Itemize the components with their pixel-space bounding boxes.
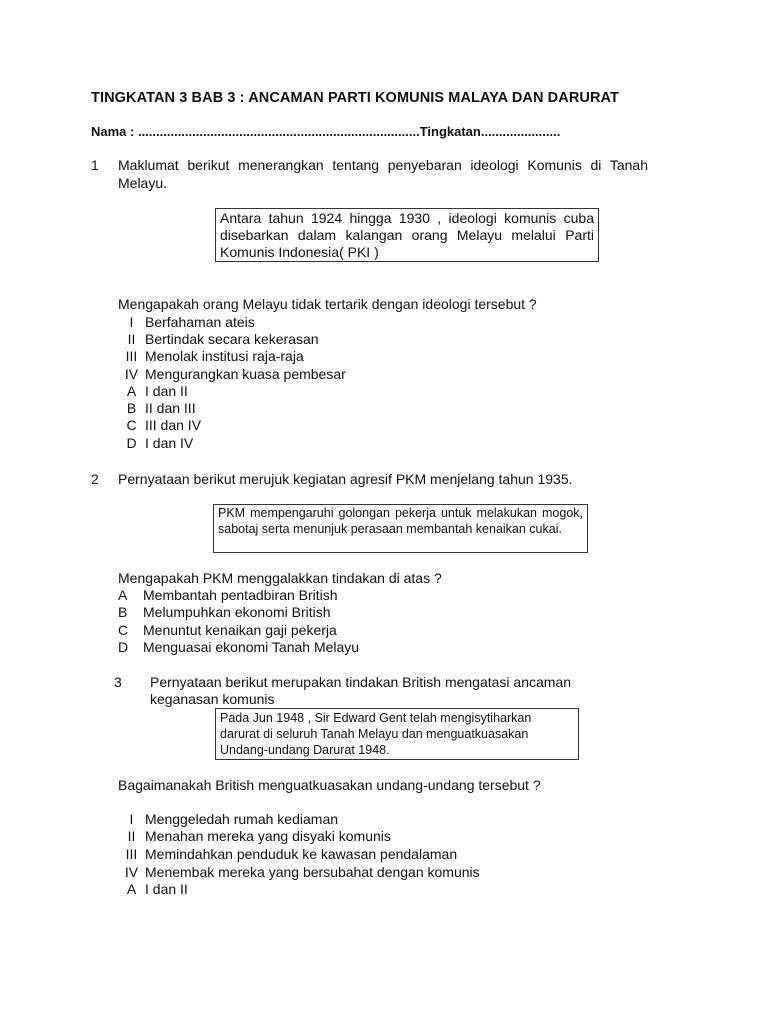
- q3-statement-3: [118, 846, 457, 863]
- question-2-stem: Pernyataan berikut merujuk kegiatan agresif PKM menjelang tahun 1935.: [118, 471, 573, 487]
- q2-option-text: Menguasai ekonomi Tanah Melayu: [143, 639, 360, 655]
- question-1-info-box: Antara tahun 1924 hingga 1930 , ideologi komunis cuba disebarkan dalam kalangan orang Melayu melalui Parti Komunis Indonesia( PKI ): [215, 208, 599, 262]
- q1-statement-numeral: I: [129, 314, 134, 330]
- q1-option-d[interactable]: [118, 435, 193, 452]
- q3-statement-2: [118, 828, 391, 845]
- q1-statement-text: Bertindak secara kekerasan: [145, 331, 319, 347]
- q2-option-a[interactable]: [118, 587, 338, 604]
- q3-statement-numeral: III: [125, 846, 138, 862]
- q1-statement-text: Mengurangkan kuasa pembesar: [145, 366, 346, 382]
- question-1-question: Mengapakah orang Melayu tidak tertarik dengan ideologi tersebut ?: [118, 296, 537, 312]
- q1-statement-3: [118, 348, 304, 365]
- q3-statement-text: Memindahkan penduduk ke kawasan pendalaman: [145, 846, 458, 862]
- q1-option-letter: D: [126, 435, 137, 451]
- worksheet-title: TINGKATAN 3 BAB 3 : ANCAMAN PARTI KOMUNIS MALAYA DAN DARURAT: [91, 90, 619, 106]
- q1-option-text: II dan III: [145, 400, 196, 416]
- question-2-question: Mengapakah PKM menggalakkan tindakan di atas ?: [118, 570, 442, 586]
- q3-statement-numeral: II: [127, 828, 136, 844]
- q2-option-text: Menuntut kenaikan gaji pekerja: [143, 622, 337, 638]
- q3-option-letter: A: [126, 881, 137, 897]
- q3-statement-text: Menggeledah rumah kediaman: [145, 811, 339, 827]
- q1-option-letter: B: [126, 400, 137, 416]
- q3-statement-numeral: I: [129, 811, 134, 827]
- q1-option-a[interactable]: [118, 383, 188, 400]
- question-1-stem: Maklumat berikut menerangkan tentang penyebaran ideologi Komunis di Tanah Melayu.: [118, 157, 648, 191]
- q1-statement-numeral: IV: [124, 366, 139, 382]
- q2-option-b[interactable]: [118, 604, 331, 621]
- q3-option-text: I dan II: [145, 881, 188, 897]
- question-3-info-box: Pada Jun 1948 , Sir Edward Gent telah mengisytiharkan darurat di seluruh Tanah Melayu dan menguatkuasakan Undang-undang Darurat 1948.: [215, 708, 579, 760]
- q1-option-b[interactable]: [118, 400, 196, 417]
- q1-statement-1: [118, 314, 255, 331]
- q3-statement-text: Menembak mereka yang bersubahat dengan komunis: [145, 864, 480, 880]
- q1-option-c[interactable]: [118, 417, 201, 434]
- q2-option-d[interactable]: [118, 639, 359, 656]
- q1-option-letter: A: [126, 383, 137, 399]
- q2-option-c[interactable]: [118, 622, 337, 639]
- question-2-info-box: PKM mempengaruhi golongan pekerja untuk melakukan mogok, sabotaj serta menunjuk perasaan membantah kenaikan cukai.: [213, 504, 588, 553]
- q2-option-letter: A: [118, 587, 128, 603]
- q1-option-text: I dan II: [145, 383, 188, 399]
- q2-option-letter: D: [118, 639, 129, 655]
- q1-option-text: I dan IV: [145, 435, 194, 451]
- q3-statement-numeral: IV: [124, 864, 139, 880]
- question-3-question: Bagaimanakah British menguatkuasakan undang-undang tersebut ?: [118, 777, 541, 793]
- q3-option-a[interactable]: [118, 881, 188, 898]
- q2-option-letter: C: [118, 622, 129, 638]
- q1-option-text: III dan IV: [145, 417, 202, 433]
- question-1-number: 1: [91, 157, 99, 173]
- q1-statement-numeral: II: [127, 331, 136, 347]
- q2-option-text: Melumpuhkan ekonomi British: [143, 604, 331, 620]
- q1-statement-text: Berfahaman ateis: [145, 314, 255, 330]
- question-2-number: 2: [91, 471, 99, 487]
- q3-statement-text: Menahan mereka yang disyaki komunis: [145, 828, 391, 844]
- q3-statement-4: [118, 864, 480, 881]
- q1-statement-numeral: III: [125, 348, 138, 364]
- name-class-line: Nama : ..............................................................................Tingkatan......................: [91, 124, 561, 139]
- q2-option-text: Membantah pentadbiran British: [143, 587, 338, 603]
- question-3-stem-line-1: Pernyataan berikut merupakan tindakan British mengatasi ancaman: [150, 674, 572, 690]
- q2-option-letter: B: [118, 604, 128, 620]
- q1-option-letter: C: [126, 417, 137, 433]
- q1-statement-text: Menolak institusi raja-raja: [145, 348, 304, 364]
- q3-statement-1: [118, 811, 338, 828]
- question-3-number: 3: [114, 674, 122, 690]
- q1-statement-4: [118, 366, 346, 383]
- q1-statement-2: [118, 331, 319, 348]
- question-3-stem-line-2: keganasan komunis: [150, 691, 275, 707]
